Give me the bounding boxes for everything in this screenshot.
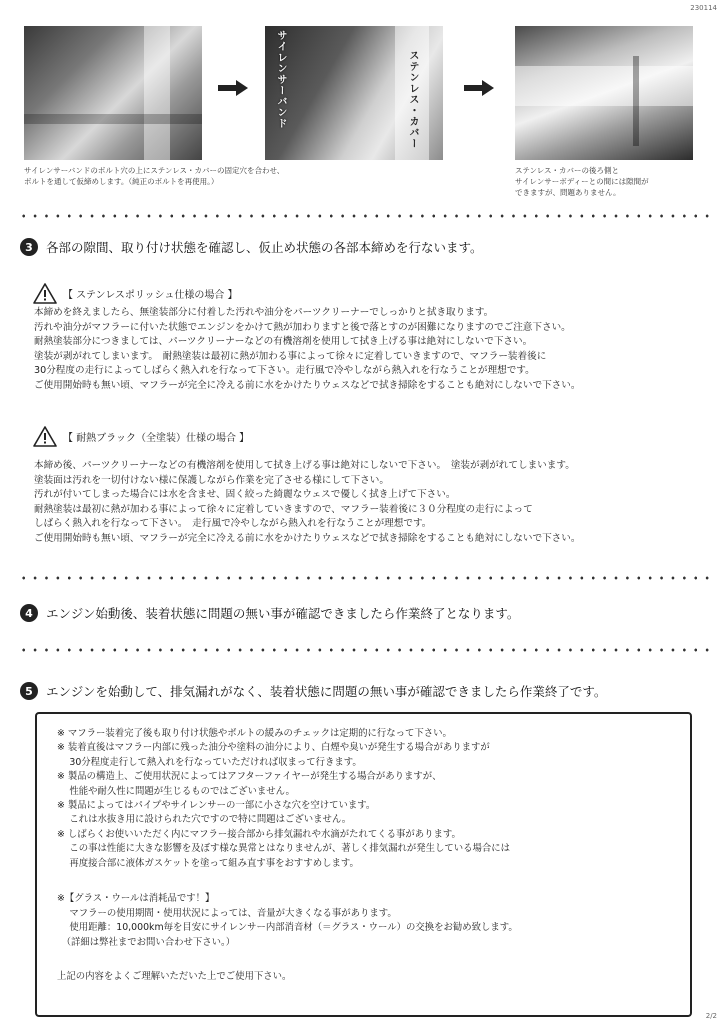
dotted-divider <box>18 214 712 218</box>
warning-polish-title: 【 ステンレスポリッシュ仕様の場合 】 <box>63 290 238 301</box>
warning-icon <box>33 426 57 447</box>
dotted-divider <box>18 648 712 652</box>
document-id: 230114 <box>690 4 717 12</box>
caption-right: ステンレス・カバーの後ろ側と サイレンサーボディーとの間には隙間が できますが、問題ありません。 <box>515 166 649 197</box>
photo-label-silencer-band: サイレンサーバンド <box>275 30 286 129</box>
warning-black-body: 本締め後、パーツクリーナーなどの有機溶剤を使用して拭き上げる事は絶対にしないで下さい。 塗装が剥がれてしまいます。 塗装面は汚れを一切付けない様に保護しながら作業を完了させる様にして下さい。 汚れが付いてしまった場合には水を含ませ、固く絞った綺麗なウェスで優しく拭き上げて下さい。 耐熱塗装は最初に熱が加わる事によって徐々に定着していきますので、マフラー装着後に３０分程度の走行によって しばらく熱入れを行なって下さい。 走行風で冷やしながら熱入れを行なうことが理想です。 ご使用開始時も無い頃、マフラーが完全に冷える前に水をかけたりウェスなどで拭き掃除をすることも絶対にしないで下さい。 <box>34 460 581 544</box>
photo-label-stainless-cover: ステンレス・カバー <box>407 50 418 149</box>
photo-stainless-cover-fitting <box>265 26 443 160</box>
arrow-right-icon <box>464 80 494 96</box>
dotted-divider <box>18 576 712 580</box>
step-3-text: 各部の隙間、取り付け状態を確認し、仮止め状態の各部本締めを行ないます。 <box>46 240 483 255</box>
step-4-heading <box>20 604 519 622</box>
step-number-badge: 4 <box>20 604 38 622</box>
caption-left: サイレンサーバンドのボルト穴の上にステンレス・カバーの固定穴を合わせ、 ボルトを通して仮締めします。（純正のボルトを再使用。） <box>24 166 285 186</box>
warning-icon <box>33 283 57 304</box>
arrow-right-icon <box>218 80 248 96</box>
closing-note: 上記の内容をよくご理解いただいた上でご使用下さい。 <box>57 971 292 983</box>
step-5-heading <box>20 682 606 700</box>
photo-cover-gap <box>515 26 693 160</box>
step-number-badge: 5 <box>20 682 38 700</box>
page-number: 2/2 <box>705 1012 717 1020</box>
step-number-badge: 3 <box>20 238 38 256</box>
photo-silencer-band-bolt <box>24 26 202 160</box>
warning-black-heading <box>33 426 249 447</box>
warning-polish-heading <box>33 283 238 304</box>
glass-wool-note-title: ※【グラス・ウールは消耗品です！】 <box>57 893 215 905</box>
step-5-text: エンジンを始動して、排気漏れがなく、装着状態に問題の無い事が確認できましたら作業終了です。 <box>46 684 607 699</box>
step-4-text: エンジン始動後、装着状態に問題の無い事が確認できましたら作業終了となります。 <box>46 606 520 621</box>
warning-polish-body: 本締めを終えましたら、無塗装部分に付着した汚れや油分をパーツクリーナーでしっかりと拭き取ります。 汚れや油分がマフラーに付いた状態でエンジンをかけて熱が加わりますと後で落とすのが困難になりますのでご注意下さい。 耐熱塗装部分につきましては、パーツクリーナーなどの有機溶剤を使用して拭き上げる事は絶対にしないで下さい。 塗装が剥がれてしまいます。 耐熱塗装は最初に熱が加わる事によって徐々に定着していきますので、マフラー装着後に 30分程度の走行によってしばらく熱入れを行なって下さい。走行風で冷やしながら熱入れを行なうことが理想です。 ご使用開始時も無い頃、マフラーが完全に冷える前に水をかけたりウェスなどで拭き掃除をすることも絶対にしないで下さい。 <box>34 307 581 391</box>
notes-text: ※ マフラー装着完了後も取り付け状態やボルトの緩みのチェックは定期的に行なって下さい。 ※ 装着直後はマフラー内部に残った油分や塗料の油分により、白煙や臭いが発生する場合がありますが 30分程度走行して熱入れを行なっていただければ収まって行きます。 ※ 製品の構造上、ご使用状況によってはアフターファイヤーが発生する場合がありますが、 性能や耐久性に問題が生じるものではございません。 ※ 製品によってはパイプやサイレンサーの一部に小さな穴を空けています。 これは水抜き用に設けられた穴ですので特に問題はございません。 ※ しばらくお使いいただく内にマフラー接合部から排気漏れや水滴がたれてくる事があります。 この事は性能に大きな影響を及ぼす様な異常とはなりませんが、著しく排気漏れが発生している場合には 再度接合部に液体ガスケットを塗って組み直す事をおすすめします。 ※【グラス・ウールは消耗品です！】 マフラーの使用期間・使用状況によっては、音量が大きくなる事があります。 使用距離：10,000km毎を目安にサイレンサー内部消音材（＝グラス・ウール）の交換をお勧め致します。 （詳細は弊社までお問い合わせ下さい。） 上記の内容をよくご理解いただいた上でご使用下さい。 <box>57 727 518 985</box>
step-3-heading <box>20 238 483 256</box>
warning-black-title: 【 耐熱ブラック（全塗装）仕様の場合 】 <box>63 433 250 444</box>
